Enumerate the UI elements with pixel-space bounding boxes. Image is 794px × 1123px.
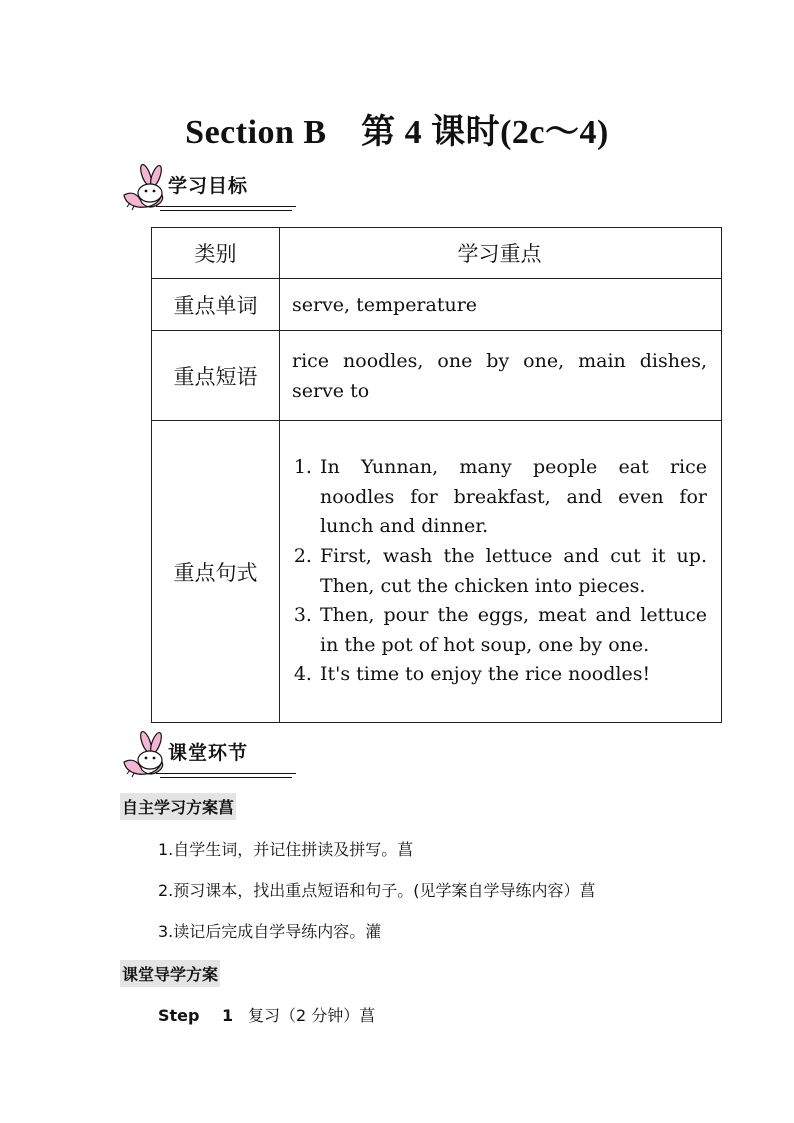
- row-words: serve, temperature: [280, 279, 722, 331]
- table-row: [152, 421, 722, 723]
- page-title: Section B 第 4 课时(2c～4): [185, 114, 609, 151]
- row-phrases: rice noodles, one by one, main dishes, serve to: [280, 331, 722, 421]
- self-study-heading: 自主学习方案菖: [120, 793, 236, 820]
- step-number: 1: [222, 1006, 234, 1025]
- table-row: [152, 331, 722, 421]
- class-guide-heading: 课堂导学方案: [120, 960, 220, 987]
- list-item: 3. Then, pour the eggs, meat and lettuce in the pot of hot soup, one by one.: [318, 601, 707, 660]
- list-item: 2. First, wash the lettuce and cut it up. Then, cut the chicken into pieces.: [318, 542, 707, 601]
- list-item: 4. It's time to enjoy the rice noodles!: [318, 660, 707, 690]
- row-category: 重点短语: [152, 331, 280, 421]
- header-focus: 学习重点: [280, 228, 722, 279]
- header-category: 类别: [152, 228, 280, 279]
- list-item: 1.自学生词，并记住拼读及拼写。菖: [158, 840, 414, 859]
- goals-banner: [116, 163, 296, 213]
- sentence-list: [292, 453, 707, 690]
- class-banner-label: 课堂环节: [168, 742, 249, 764]
- list-item: 2.预习课本，找出重点短语和句子。(见学案自学导练内容）菖: [158, 881, 596, 900]
- table-row: [152, 279, 722, 331]
- step-line: [158, 1003, 375, 1026]
- step-text: 复习（2 分钟）菖: [248, 1006, 376, 1025]
- class-banner: [116, 730, 296, 780]
- row-sentences: [280, 421, 722, 723]
- goals-table: [151, 227, 722, 723]
- step-word: Step: [158, 1006, 200, 1025]
- list-item: 3.读记后完成自学导练内容。灌: [158, 922, 382, 941]
- goals-banner-label: 学习目标: [168, 175, 249, 197]
- list-item: 1. In Yunnan, many people eat rice noodles for breakfast, and even for lunch and dinner.: [318, 453, 707, 542]
- row-category: 重点单词: [152, 279, 280, 331]
- table-header-row: [152, 228, 722, 279]
- row-category: 重点句式: [152, 421, 280, 723]
